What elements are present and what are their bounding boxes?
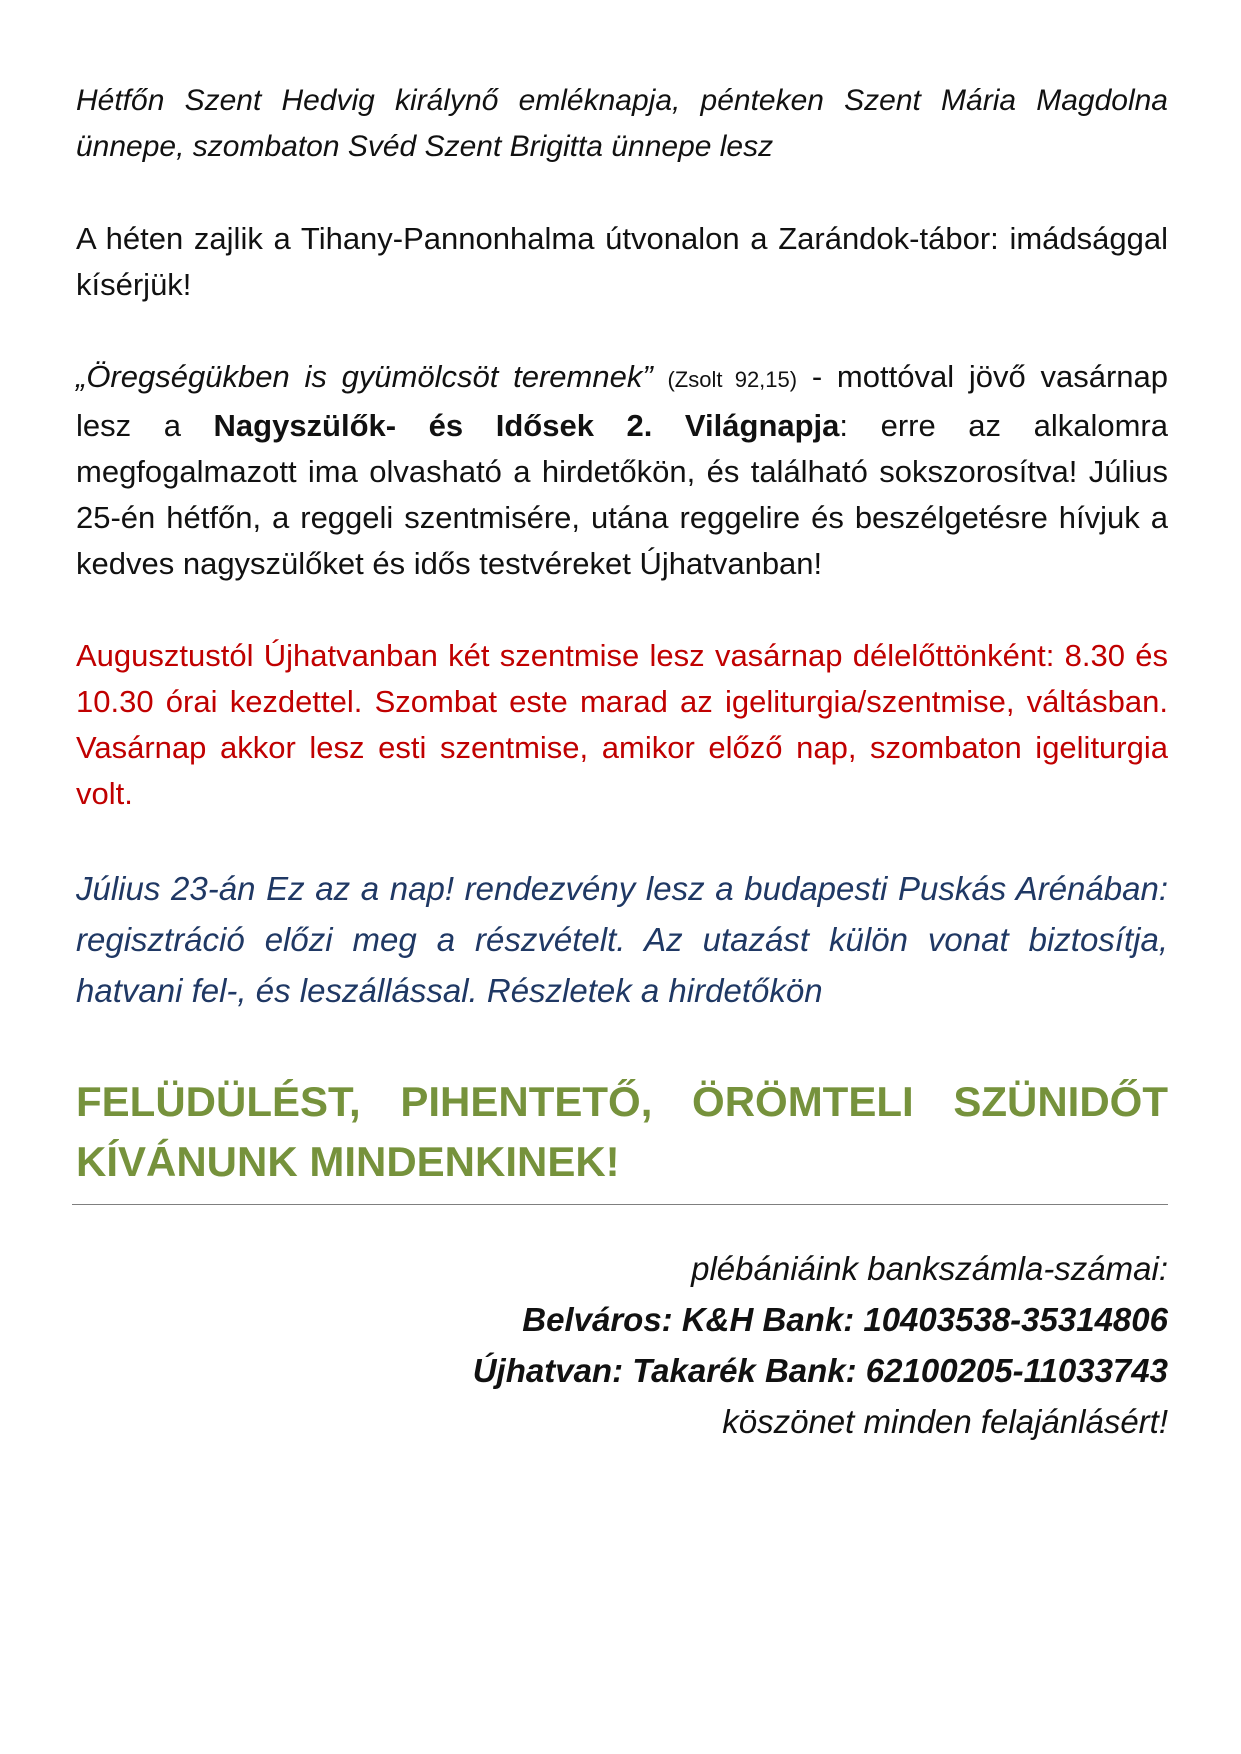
grandparents-text-after: : erre az alkalomra megfogalmazott ima olvasható a hirdetőkön, és található sokszorosítva! Július 25-én hétfőn, a reggeli szentmisére, utána reggelire és beszélgetésre hívjuk a kedves nagyszülőket és idős testvéreket Újhatvanban!: [76, 408, 1168, 581]
bank-accounts-block: [76, 1243, 1168, 1447]
bank-account-belvaros: Belváros: K&H Bank: 10403538-35314806: [522, 1301, 1168, 1338]
motto-quote: „Öregségükben is gyümölcsöt teremnek”: [76, 359, 653, 394]
august-mass-notice: Augusztustól Újhatvanban két szentmise lesz vasárnap délelőttönként: 8.30 és 10.30 órai kezdettel. Szombat este marad az igeliturgia/szentmise, váltásban. Vasárnap akkor lesz esti szentmise, amikor előző nap, szombaton igeliturgia volt.: [76, 638, 1168, 811]
grandparents-text-before: - mottóval jövő vasárnap lesz a: [76, 359, 1168, 443]
grandparents-day-notice: [76, 354, 1168, 587]
feast-days-notice: Hétfőn Szent Hedvig királynő emléknapja, pénteken Szent Mária Magdolna ünnepe, szombaton Svéd Szent Brigitta ünnepe lesz: [76, 84, 1168, 163]
thanks-line: köszönet minden felajánlásért!: [722, 1403, 1168, 1440]
bible-reference: (Zsolt 92,15): [667, 367, 798, 392]
event-notice: Július 23-án Ez az a nap! rendezvény lesz a budapesti Puskás Arénában: regisztráció előzi meg a részvételt. Az utazást külön vonat biztosítja, hatvani fel-, és leszállással. Részletek a hirdetőkön: [76, 870, 1168, 1009]
bank-accounts-heading: plébániáink bankszámla-számai:: [691, 1250, 1168, 1287]
announcement-page: [76, 78, 1168, 1447]
grandparents-day-title: Nagyszülők- és Idősek 2. Világnapja: [213, 408, 840, 443]
horizontal-divider: [72, 1204, 1168, 1205]
holiday-greeting: FELÜDÜLÉST, PIHENTETŐ, ÖRÖMTELI SZÜNIDŐT KÍVÁNUNK MINDENKINEK!: [76, 1078, 1168, 1185]
pilgrimage-notice: A héten zajlik a Tihany-Pannonhalma útvonalon a Zarándok-tábor: imádsággal kísérjük!: [76, 221, 1168, 302]
bank-account-ujhatvan: Újhatvan: Takarék Bank: 62100205-11033743: [472, 1352, 1168, 1389]
